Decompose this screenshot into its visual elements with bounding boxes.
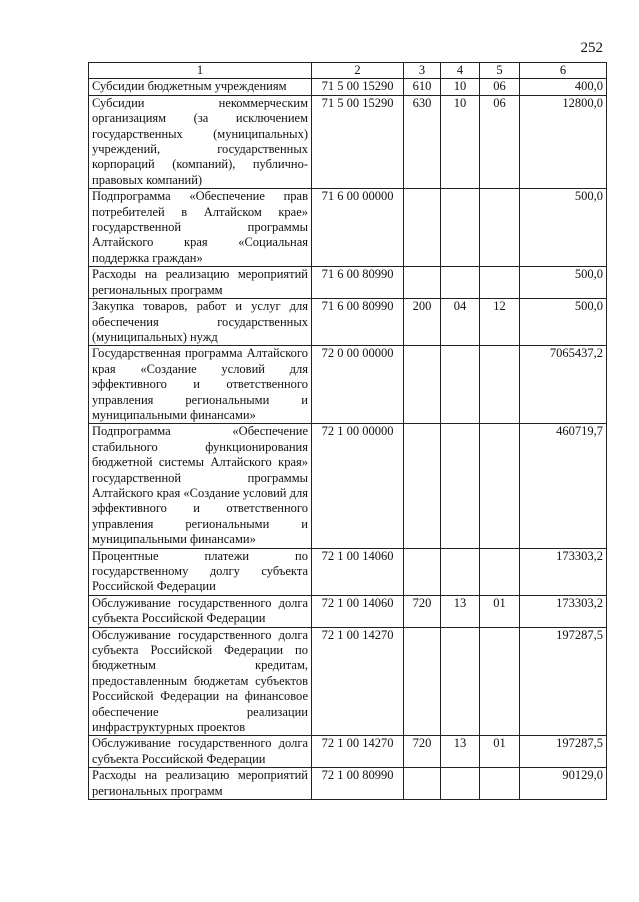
target-code: 72 1 00 14270 [312, 627, 404, 736]
subsection [480, 346, 520, 424]
column-header: 3 [404, 63, 441, 79]
table-row [89, 189, 607, 267]
target-code: 71 5 00 15290 [312, 79, 404, 95]
expense-type: 720 [404, 595, 441, 627]
table-row [89, 346, 607, 424]
budget-table [88, 62, 607, 800]
expense-name: Расходы на реализацию мероприятий региональных программ [89, 768, 312, 800]
header-row [89, 63, 607, 79]
amount: 197287,5 [520, 736, 607, 768]
subsection: 01 [480, 736, 520, 768]
amount: 400,0 [520, 79, 607, 95]
table-row [89, 627, 607, 736]
expense-name: Подпрограмма «Обеспечение стабильного функционирования бюджетной системы Алтайского края» государственной программы Алтайского края «Создание условий для эффективного и ответственного управления региональными и муниципальными финансами» [89, 424, 312, 548]
amount: 7065437,2 [520, 346, 607, 424]
table-row [89, 79, 607, 95]
subsection [480, 548, 520, 595]
target-code: 72 1 00 14060 [312, 548, 404, 595]
amount: 173303,2 [520, 595, 607, 627]
amount: 460719,7 [520, 424, 607, 548]
expense-name: Обслуживание государственного долга субъекта Российской Федерации по бюджетным кредитам, предоставленным бюджетам субъектов Российской Федерации на финансовое обеспечение реализации инфраструктурных проектов [89, 627, 312, 736]
expense-type [404, 189, 441, 267]
subsection: 06 [480, 95, 520, 188]
target-code: 71 5 00 15290 [312, 95, 404, 188]
amount: 173303,2 [520, 548, 607, 595]
expense-type [404, 548, 441, 595]
column-header: 2 [312, 63, 404, 79]
expense-type [404, 627, 441, 736]
table-row [89, 548, 607, 595]
subsection [480, 424, 520, 548]
section [441, 424, 480, 548]
subsection: 12 [480, 299, 520, 346]
page-number: 252 [580, 40, 603, 56]
section: 04 [441, 299, 480, 346]
expense-name: Субсидии некоммерческим организациям (за исключением государственных (муниципальных) учреждений, государственных корпораций (компаний), публично-правовых компаний) [89, 95, 312, 188]
section [441, 189, 480, 267]
amount: 90129,0 [520, 768, 607, 800]
target-code: 71 6 00 00000 [312, 189, 404, 267]
table-body [89, 79, 607, 800]
target-code: 72 1 00 80990 [312, 768, 404, 800]
expense-name: Обслуживание государственного долга субъекта Российской Федерации [89, 595, 312, 627]
target-code: 72 1 00 00000 [312, 424, 404, 548]
amount: 500,0 [520, 267, 607, 299]
expense-type [404, 768, 441, 800]
table-row [89, 595, 607, 627]
expense-type: 610 [404, 79, 441, 95]
expense-type [404, 267, 441, 299]
target-code: 72 0 00 00000 [312, 346, 404, 424]
section: 13 [441, 736, 480, 768]
table-row [89, 299, 607, 346]
column-header: 4 [441, 63, 480, 79]
amount: 500,0 [520, 189, 607, 267]
subsection [480, 267, 520, 299]
amount: 197287,5 [520, 627, 607, 736]
expense-type [404, 346, 441, 424]
expense-name: Подпрограмма «Обеспечение прав потребителей в Алтайском крае» государственной программы Алтайского края «Социальная поддержка граждан» [89, 189, 312, 267]
table-row [89, 736, 607, 768]
section: 10 [441, 79, 480, 95]
expense-name: Государственная программа Алтайского края «Создание условий для эффективного и ответственного управления региональными и муниципальными финансами» [89, 346, 312, 424]
expense-type: 720 [404, 736, 441, 768]
section [441, 768, 480, 800]
expense-type: 630 [404, 95, 441, 188]
expense-name: Субсидии бюджетным учреждениям [89, 79, 312, 95]
subsection [480, 627, 520, 736]
subsection: 01 [480, 595, 520, 627]
expense-name: Обслуживание государственного долга субъекта Российской Федерации [89, 736, 312, 768]
table-header [89, 63, 607, 79]
section [441, 267, 480, 299]
section: 10 [441, 95, 480, 188]
amount: 12800,0 [520, 95, 607, 188]
column-header: 6 [520, 63, 607, 79]
table-row [89, 424, 607, 548]
column-header: 5 [480, 63, 520, 79]
expense-type [404, 424, 441, 548]
subsection [480, 189, 520, 267]
section [441, 548, 480, 595]
target-code: 71 6 00 80990 [312, 299, 404, 346]
subsection: 06 [480, 79, 520, 95]
table-row [89, 95, 607, 188]
section [441, 627, 480, 736]
section [441, 346, 480, 424]
column-header: 1 [89, 63, 312, 79]
target-code: 71 6 00 80990 [312, 267, 404, 299]
subsection [480, 768, 520, 800]
amount: 500,0 [520, 299, 607, 346]
expense-name: Расходы на реализацию мероприятий региональных программ [89, 267, 312, 299]
target-code: 72 1 00 14060 [312, 595, 404, 627]
expense-type: 200 [404, 299, 441, 346]
expense-name: Закупка товаров, работ и услуг для обеспечения государственных (муниципальных) нужд [89, 299, 312, 346]
section: 13 [441, 595, 480, 627]
expense-name: Процентные платежи по государственному долгу субъекта Российской Федерации [89, 548, 312, 595]
table-row [89, 267, 607, 299]
table-row [89, 768, 607, 800]
target-code: 72 1 00 14270 [312, 736, 404, 768]
